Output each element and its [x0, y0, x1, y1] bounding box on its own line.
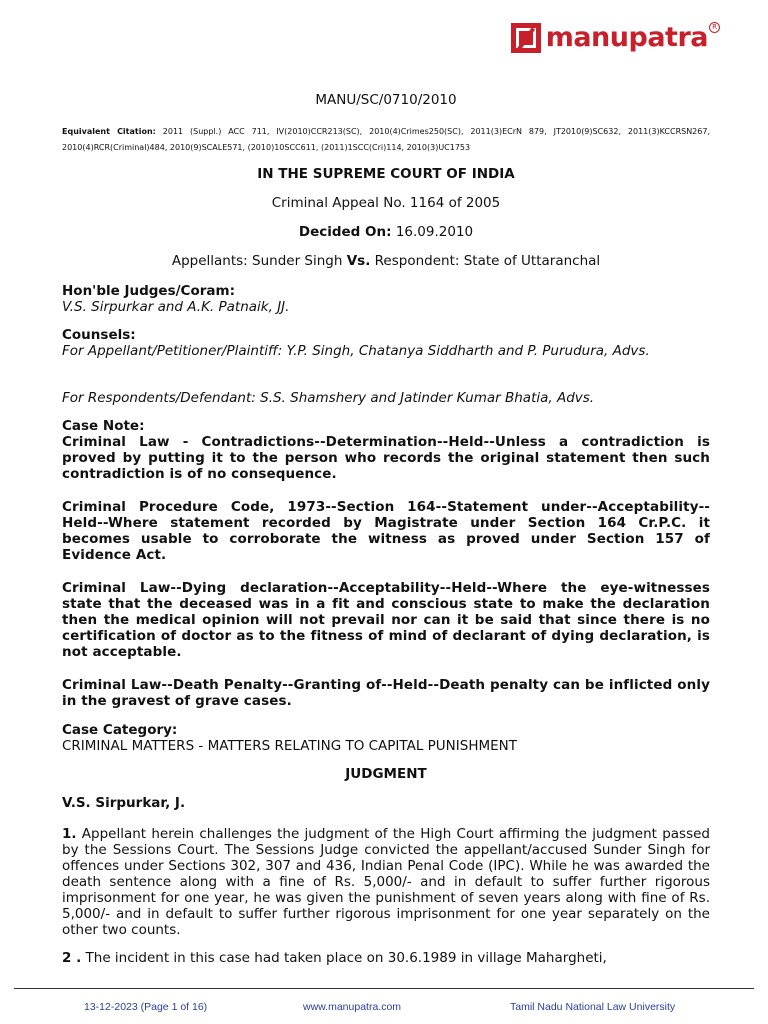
case-category-label: Case Category: [62, 722, 178, 738]
judgment-title: JUDGMENT [345, 766, 427, 782]
judges-names: V.S. Sirpurkar and A.K. Patnaik, JJ. [62, 299, 290, 315]
manu-id: MANU/SC/0710/2010 [315, 92, 457, 108]
decided-on [62, 224, 710, 240]
respondent-counsel: For Respondents/Defendant: S.S. Shamshery and Jatinder Kumar Bhatia, Advs. [62, 390, 595, 406]
case-note-4: Criminal Law--Death Penalty--Granting of--Held--Death penalty can be inflicted only in the gravest of grave cases. [62, 677, 710, 709]
appeal-number: Criminal Appeal No. 1164 of 2005 [271, 195, 501, 211]
manupatra-logo-icon [511, 23, 541, 53]
respondent: Respondent: State of Uttaranchal [374, 253, 601, 269]
judgment-author: V.S. Sirpurkar, J. [62, 795, 186, 811]
decided-date: 16.09.2010 [395, 224, 474, 240]
judgment-paragraph-2 [62, 950, 710, 966]
paragraph-number: 1. [62, 826, 77, 842]
case-category-value: CRIMINAL MATTERS - MATTERS RELATING TO CAPITAL PUNISHMENT [62, 738, 517, 754]
equivalent-citation [62, 124, 710, 156]
versus: Vs. [346, 253, 371, 269]
judges-label: Hon'ble Judges/Coram: [62, 283, 235, 299]
paragraph-number: 2 . [62, 950, 82, 966]
citation-text: 2011 (Suppl.) ACC 711, IV(2010)CCR213(SC), 2010(4)Crimes250(SC), 2011(3)ECrN 879, JT2010(9)SC632, 2011(3)KCCRSN267, 2010(4)RCR(Criminal)484, 2010(9)SCALE571, (2010)10SCC611, (2011)1SCC(Cri)114, 2010(3)UC1753 [62, 127, 710, 152]
parties [62, 253, 710, 269]
citation-label: Equivalent Citation: [62, 127, 156, 136]
manupatra-logo [511, 22, 720, 53]
counsels-section [62, 327, 710, 359]
footer-site-link[interactable]: www.manupatra.com [303, 1001, 402, 1013]
footer-date-page: 13-12-2023 (Page 1 of 16) [84, 1001, 208, 1013]
case-note-3: Criminal Law--Dying declaration--Acceptability--Held--Where the eye-witnesses state that the deceased was in a fit and conscious state to make the declaration then the medical opinion will not prevail nor can it be said that since there is no certification of doctor as to the fitness of mind of declarant of dying declaration, is not acceptable. [62, 580, 710, 660]
case-note-section [62, 418, 710, 482]
appellants: Appellants: Sunder Singh [171, 253, 343, 269]
footer-institution: Tamil Nadu National Law University [510, 1001, 676, 1013]
judges-section [62, 283, 710, 315]
registered-mark-icon: R [709, 22, 720, 33]
decided-label: Decided On: [298, 224, 392, 240]
case-note-2: Criminal Procedure Code, 1973--Section 164--Statement under--Acceptability--Held--Where statement recorded by Magistrate under Section 164 Cr.P.C. it becomes usable to corroborate the witness as proved under Section 157 of Evidence Act. [62, 499, 710, 563]
counsels-label: Counsels: [62, 327, 136, 343]
judgment-paragraph-1 [62, 826, 710, 938]
case-note-label: Case Note: [62, 418, 145, 434]
court-name: IN THE SUPREME COURT OF INDIA [257, 166, 515, 182]
logo-text: manupatra [545, 22, 708, 53]
appellant-counsel: For Appellant/Petitioner/Plaintiff: Y.P. Singh, Chatanya Siddharth and P. Purudura, Advs. [62, 343, 650, 359]
footer-divider [14, 988, 754, 989]
paragraph-text: The incident in this case had taken place on 30.6.1989 in village Mahargheti, [85, 950, 607, 966]
paragraph-text: Appellant herein challenges the judgment of the High Court affirming the judgment passed by the Sessions Court. The Sessions Judge convicted the appellant/accused Sunder Singh for offences under Sections 302, 307 and 436, Indian Penal Code (IPC). While he was awarded the death sentence along with a fine of Rs. 5,000/- and in default to suffer further rigorous imprisonment for one year, he was given the punishment of seven years along with fine of Rs. 5,000/- and in default to suffer further rigorous imprisonment for one year separately on the other two counts. [62, 826, 710, 938]
case-note-1: Criminal Law - Contradictions--Determination--Held--Unless a contradiction is proved by putting it to the person who records the original statement then such contradiction is of no consequence. [62, 434, 710, 482]
case-category-section [62, 722, 710, 754]
